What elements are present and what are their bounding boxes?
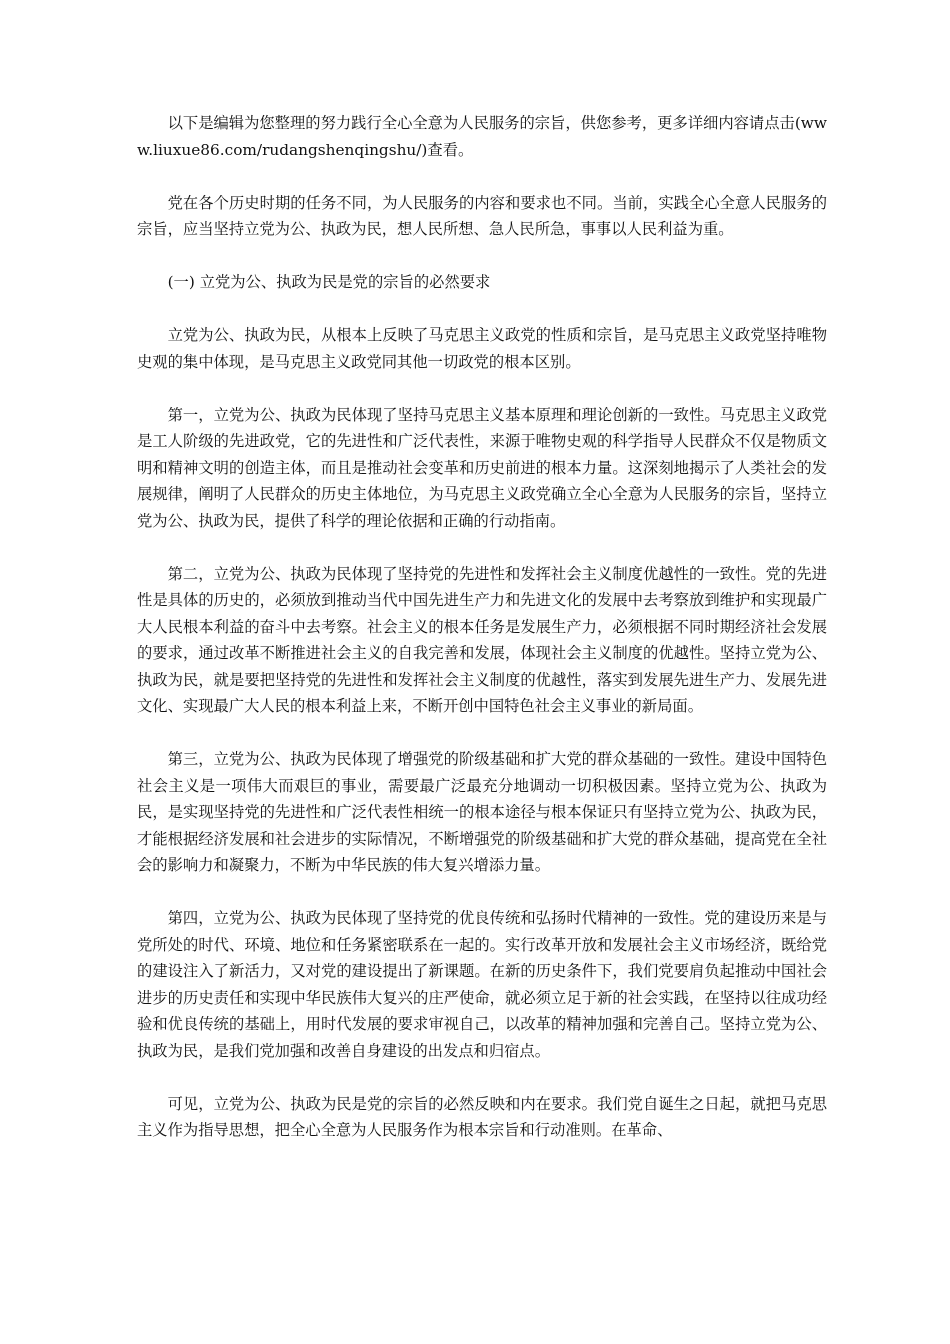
section-heading: (一) 立党为公、执政为民是党的宗旨的必然要求	[167, 273, 491, 291]
document-page	[137, 110, 827, 1144]
body-paragraph: 第二，立党为公、执政为民体现了坚持党的先进性和发挥社会主义制度优越性的一致性。党的先进性是具体的历史的，必须放到推动当代中国先进生产力和先进文化的发展中去考察放到维护和实现最广大人民根本利益的奋斗中去考察。社会主义的根本任务是发展生产力，必须根据不同时期经济社会发展的要求，通过改革不断推进社会主义的自我完善和发展，体现社会主义制度的优越性。坚持立党为公、执政为民，就是要把坚持党的先进性和发挥社会主义制度的优越性，落实到发展先进生产力、发展先进文化、实现最广大人民的根本利益上来，不断开创中国特色社会主义事业的新局面。	[137, 564, 827, 715]
body-paragraph: 立党为公、执政为民，从根本上反映了马克思主义政党的性质和宗旨，是马克思主义政党坚持唯物史观的集中体现，是马克思主义政党同其他一切政党的根本区别。	[137, 326, 827, 371]
body-paragraph: 第四，立党为公、执政为民体现了坚持党的优良传统和弘扬时代精神的一致性。党的建设历来是与党所处的时代、环境、地位和任务紧密联系在一起的。实行改革开放和发展社会主义市场经济，既给党的建设注入了新活力，又对党的建设提出了新课题。在新的历史条件下，我们党要肩负起推动中国社会进步的历史责任和实现中华民族伟大复兴的庄严使命，就必须立足于新的社会实践，在坚持以往成功经验和优良传统的基础上，用时代发展的要求审视自己，以改革的精神加强和完善自己。坚持立党为公、执政为民，是我们党加强和改善自身建设的出发点和归宿点。	[137, 909, 827, 1060]
body-paragraph: 党在各个历史时期的任务不同，为人民服务的内容和要求也不同。当前，实践全心全意人民服务的宗旨，应当坚持立党为公、执政为民，想人民所想、急人民所急，事事以人民利益为重。	[137, 193, 827, 238]
body-paragraph: 第三，立党为公、执政为民体现了增强党的阶级基础和扩大党的群众基础的一致性。建设中国特色社会主义是一项伟大而艰巨的事业，需要最广泛最充分地调动一切积极因素。坚持立党为公、执政为民，是实现坚持党的先进性和广泛代表性相统一的根本途径与根本保证只有坚持立党为公、执政为民，才能根据经济发展和社会进步的实际情况，不断增强党的阶级基础和扩大党的群众基础，提高党在全社会的影响力和凝聚力，不断为中华民族的伟大复兴增添力量。	[137, 750, 827, 874]
body-paragraph: 可见，立党为公、执政为民是党的宗旨的必然反映和内在要求。我们党自诞生之日起，就把马克思主义作为指导思想，把全心全意为人民服务作为根本宗旨和行动准则。在革命、	[137, 1094, 827, 1139]
intro-paragraph: 以下是编辑为您整理的努力践行全心全意为人民服务的宗旨，供您参考，更多详细内容请点击(www.liuxue86.com/rudangshenqingshu/)查看。	[137, 114, 827, 159]
body-paragraph: 第一，立党为公、执政为民体现了坚持马克思主义基本原理和理论创新的一致性。马克思主义政党是工人阶级的先进政党，它的先进性和广泛代表性，来源于唯物史观的科学指导人民群众不仅是物质文明和精神文明的创造主体，而且是推动社会变革和历史前进的根本力量。这深刻地揭示了人类社会的发展规律，阐明了人民群众的历史主体地位，为马克思主义政党确立全心全意为人民服务的宗旨，坚持立党为公、执政为民，提供了科学的理论依据和正确的行动指南。	[137, 405, 827, 530]
